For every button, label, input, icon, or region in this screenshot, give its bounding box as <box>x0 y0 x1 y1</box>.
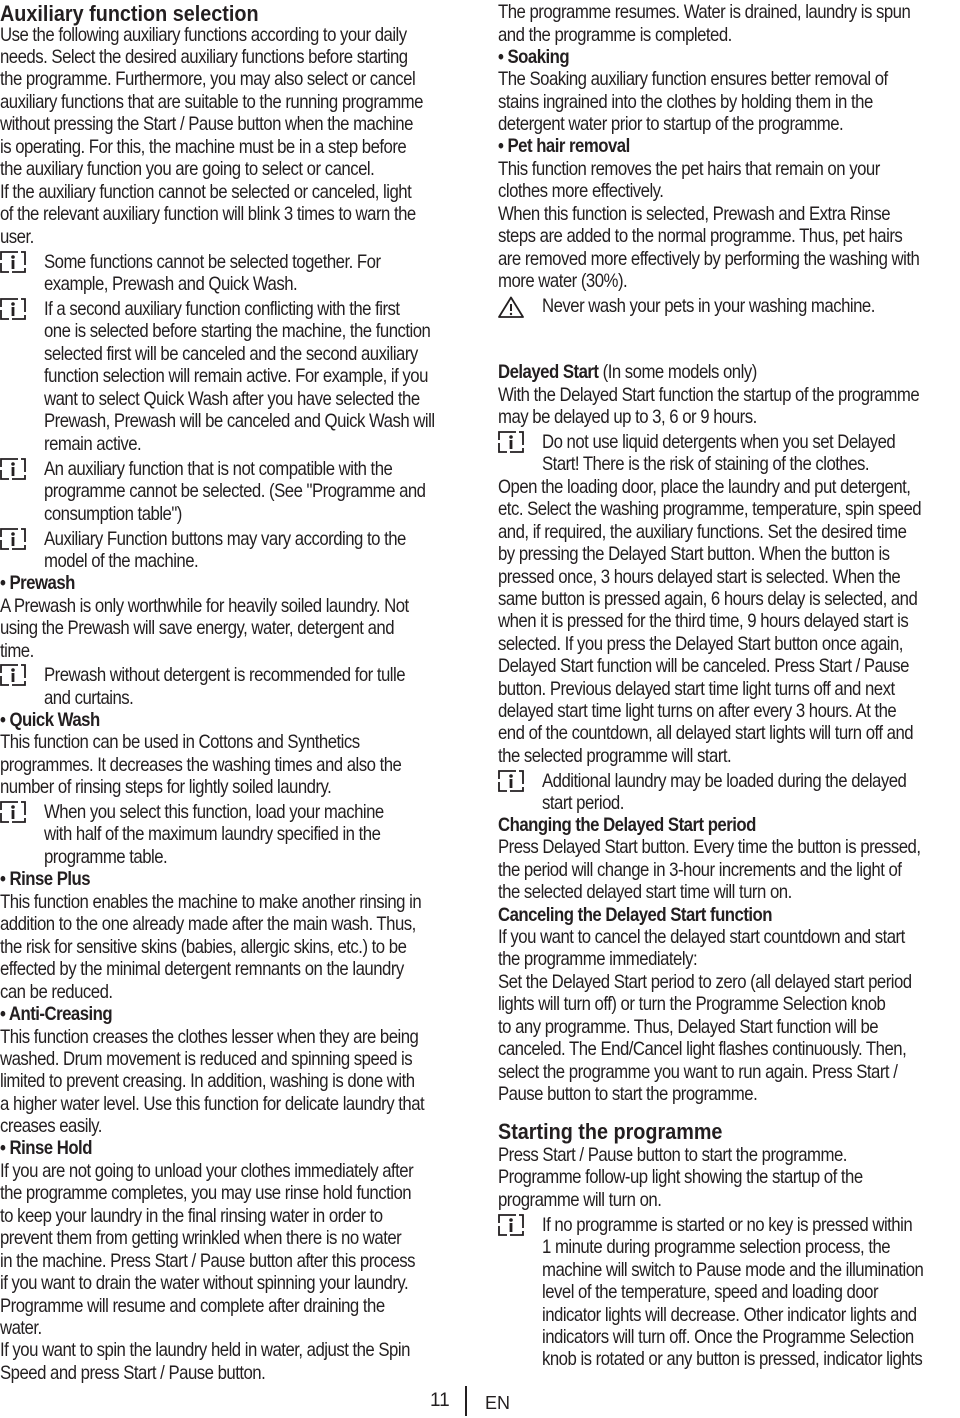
note-text: 1 minute during programme selection process, the <box>542 1236 891 1258</box>
text-line: the programme immediately: <box>498 948 698 970</box>
text-line: can be reduced. <box>0 981 113 1003</box>
text-line: to any programme. Thus, Delayed Start function will be <box>498 1016 879 1038</box>
text-line: the period will change in 3-hour increments and the light of <box>498 859 902 881</box>
text-line: selected. If you press the Delayed Start button once again, <box>498 633 903 655</box>
note-text: consumption table") <box>44 503 182 525</box>
text-line: washed. Drum movement is reduced and spinning speed is <box>0 1048 413 1070</box>
text-line: With the Delayed Start function the startup of the programme <box>498 384 920 406</box>
note-text: function selection will remain active. For example, if you <box>44 365 428 387</box>
text-line: lights will turn off) or turn the Programme Selection knob <box>498 993 886 1015</box>
text-line: This function removes the pet hairs that remain on your <box>498 158 880 180</box>
info-icon <box>498 1214 524 1236</box>
warning-icon <box>498 296 524 318</box>
delayed-start-suffix: (In some models only) <box>598 361 757 383</box>
note-text: indicators will turn off. Once the Programme Selection <box>542 1326 914 1348</box>
text-line: This function enables the machine to make another rinsing in <box>0 891 422 913</box>
note-text: indicator lights will decrease. Other indicator lights and <box>542 1304 917 1326</box>
text-line: Use the following auxiliary functions according to your daily <box>0 24 407 46</box>
note-text: and curtains. <box>44 687 134 709</box>
info-icon <box>0 528 26 550</box>
text-line: This function creases the clothes lesser when they are being <box>0 1026 419 1048</box>
note-text: programme cannot be selected. (See "Programme and <box>44 480 426 502</box>
text-line: the selected delayed start time will turn on. <box>498 881 792 903</box>
text-line: when it is pressed for the third time, 9 hours delayed start is <box>498 610 909 632</box>
text-line: and the programme is completed. <box>498 24 732 46</box>
note-text: knob is rotated or any button is pressed, indicator lights <box>542 1348 923 1370</box>
text-line: clothes more effectively. <box>498 180 664 202</box>
text-line: If you want to cancel the delayed start countdown and start <box>498 926 905 948</box>
text-line: canceled. The End/Cancel light flashes continuously. Then, <box>498 1038 907 1060</box>
info-icon <box>0 664 26 686</box>
text-line: When this function is selected, Prewash and Extra Rinse <box>498 203 891 225</box>
note-text: programme table. <box>44 846 168 868</box>
section-title-soaking: • Soaking <box>498 46 570 68</box>
text-line: select the programme you want to run again. Press Start / <box>498 1061 898 1083</box>
section-title-changing-delayed-start: Changing the Delayed Start period <box>498 814 756 836</box>
text-line: water. <box>0 1317 42 1339</box>
text-line: If you are not going to unload your clothes immediately after <box>0 1160 414 1182</box>
note-text: want to select Quick Wash after you have selected the <box>44 388 420 410</box>
note-text: model of the machine. <box>44 550 199 572</box>
text-line: prevent them from getting wrinkled when there is no water <box>0 1227 402 1249</box>
text-line: same button is pressed again, 6 hours delay is selected, and <box>498 588 918 610</box>
note-text: selected first will be canceled and the second auxiliary <box>44 343 418 365</box>
note-text: Prewash, Prewash will be canceled and Quick Wash will <box>44 410 435 432</box>
text-line: etc. Select the washing programme, temperature, spin speed <box>498 498 922 520</box>
section-title-rinse-hold: • Rinse Hold <box>0 1137 92 1159</box>
text-line: are removed more effectively by performing the washing with <box>498 248 920 270</box>
text-line: by pressing the Delayed Start button. When the button is <box>498 543 890 565</box>
note-text: level of the temperature, speed and loading door <box>542 1281 879 1303</box>
heading-starting-the-programme: Starting the programme <box>498 1119 723 1144</box>
note-text: Start! There is the risk of staining of the clothes. <box>542 453 870 475</box>
text-line: creases easily. <box>0 1115 102 1137</box>
language-code: EN <box>485 1393 511 1413</box>
text-line: A Prewash is only worthwhile for heavily soiled laundry. Not <box>0 595 409 617</box>
section-title-quick-wash: • Quick Wash <box>0 709 100 731</box>
text-line: Programme follow-up light showing the startup of the <box>498 1166 863 1188</box>
text-line: Speed and press Start / Pause button. <box>0 1362 266 1384</box>
note-text: Auxiliary Function buttons may vary according to the <box>44 528 406 550</box>
text-line: The programme resumes. Water is drained, laundry is spun <box>498 1 911 23</box>
text-line: a higher water level. Use this function for delicate laundry that <box>0 1093 425 1115</box>
note-text: machine will switch to Pause mode and the illumination <box>542 1259 924 1281</box>
text-line: the programme. Furthermore, you may also select or cancel <box>0 68 416 90</box>
text-line: detergent water prior to startup of the programme. <box>498 113 844 135</box>
text-line: is operating. For this, the machine must be in a step before <box>0 136 407 158</box>
text-line: effected by the minimal detergent remnants on the laundry <box>0 958 404 980</box>
text-line: The Soaking auxiliary function ensures better removal of <box>498 68 888 90</box>
text-line: Delayed Start function will be canceled. Press Start / Pause <box>498 655 909 677</box>
text-line: time. <box>0 640 34 662</box>
text-line: if you want to drain the water without spinning your laundry. <box>0 1272 409 1294</box>
section-title-delayed-start <box>498 361 757 383</box>
text-line: This function can be used in Cottons and Synthetics <box>0 731 360 753</box>
note-text: An auxiliary function that is not compatible with the <box>44 458 393 480</box>
delayed-start-label: Delayed Start <box>498 361 599 383</box>
text-line: end of the countdown, all delayed start lights will turn off and <box>498 722 914 744</box>
text-line: auxiliary functions that are suitable to the running programme <box>0 91 423 113</box>
text-line: Programme will resume and complete after draining the <box>0 1295 385 1317</box>
text-line: user. <box>0 226 34 248</box>
section-title-rinse-plus: • Rinse Plus <box>0 868 91 890</box>
info-icon <box>0 801 26 823</box>
text-line: may be delayed up to 3, 6 or 9 hours. <box>498 406 757 428</box>
info-icon <box>498 770 524 792</box>
info-icon <box>498 431 524 453</box>
text-line: If the auxiliary function cannot be selected or canceled, light <box>0 181 412 203</box>
note-text: Some functions cannot be selected together. For <box>44 251 381 273</box>
text-line: number of rinsing steps for lightly soiled laundry. <box>0 776 332 798</box>
text-line: If you want to spin the laundry held in water, adjust the Spin <box>0 1339 410 1361</box>
text-line: more water (30%). <box>498 270 628 292</box>
note-text: example, Prewash and Quick Wash. <box>44 273 298 295</box>
text-line: using the Prewash will save energy, water, detergent and <box>0 617 395 639</box>
section-title-canceling-delayed-start: Canceling the Delayed Start function <box>498 904 773 926</box>
footer-divider <box>465 1386 467 1416</box>
info-icon <box>0 251 26 273</box>
note-text: Additional laundry may be loaded during the delayed <box>542 770 907 792</box>
text-line: Press Delayed Start button. Every time the button is pressed, <box>498 836 921 858</box>
text-line: delayed start time light turns on after every 3 hours. At the <box>498 700 897 722</box>
note-text: If no programme is started or no key is pressed within <box>542 1214 913 1236</box>
section-title-prewash: • Prewash <box>0 572 75 594</box>
text-line: in the machine. Press Start / Pause button after this process <box>0 1250 416 1272</box>
section-title-anti-creasing: • Anti-Creasing <box>0 1003 113 1025</box>
text-line: needs. Select the desired auxiliary functions before starting <box>0 46 408 68</box>
note-text: with half of the maximum laundry specified in the <box>44 823 381 845</box>
text-line: Press Start / Pause button to start the programme. <box>498 1144 847 1166</box>
text-line: without pressing the Start / Pause button when the machine <box>0 113 413 135</box>
note-text: one is selected before starting the machine, the function <box>44 320 431 342</box>
text-line: Open the loading door, place the laundry and put detergent, <box>498 476 911 498</box>
note-text: remain active. <box>44 433 142 455</box>
note-text: start period. <box>542 792 624 814</box>
note-text: Do not use liquid detergents when you set Delayed <box>542 431 896 453</box>
text-line: programmes. It decreases the washing times and also the <box>0 754 402 776</box>
note-text: If a second auxiliary function conflicting with the first <box>44 298 400 320</box>
text-line: stains ingrained into the clothes by holding them in the <box>498 91 873 113</box>
heading-auxiliary-function-selection: Auxiliary function selection <box>0 1 259 26</box>
text-line: addition to the one already made after the main wash. Thus, <box>0 913 416 935</box>
text-line: programme will turn on. <box>498 1189 662 1211</box>
info-icon <box>0 458 26 480</box>
text-line: and, if required, the auxiliary functions. Set the desired time <box>498 521 907 543</box>
text-line: the auxiliary function you are going to select or cancel. <box>0 158 375 180</box>
text-line: the programme completes, you may use rinse hold function <box>0 1182 412 1204</box>
info-icon <box>0 298 26 320</box>
note-text: When you select this function, load your machine <box>44 801 384 823</box>
note-text: Prewash without detergent is recommended for tulle <box>44 664 406 686</box>
text-line: steps are added to the normal programme. Thus, pet hairs <box>498 225 903 247</box>
text-line: to keep your laundry in the final rinsing water in order to <box>0 1205 383 1227</box>
text-line: of the relevant auxiliary function will blink 3 times to warn the <box>0 203 416 225</box>
text-line: button. Previous delayed start time light turns off and next <box>498 678 895 700</box>
text-line: pressed once, 3 hours delayed start is selected. When the <box>498 566 901 588</box>
page-number: 11 <box>430 1390 450 1411</box>
text-line: the risk for sensitive skins (babies, allergic skins, etc.) to be <box>0 936 407 958</box>
warning-text: Never wash your pets in your washing machine. <box>542 295 875 317</box>
text-line: the selected programme will start. <box>498 745 732 767</box>
section-title-pet-hair-removal: • Pet hair removal <box>498 135 630 157</box>
text-line: Set the Delayed Start period to zero (all delayed start period <box>498 971 912 993</box>
text-line: limited to prevent creasing. In addition, washing is done with <box>0 1070 415 1092</box>
text-line: Pause button to start the programme. <box>498 1083 758 1105</box>
